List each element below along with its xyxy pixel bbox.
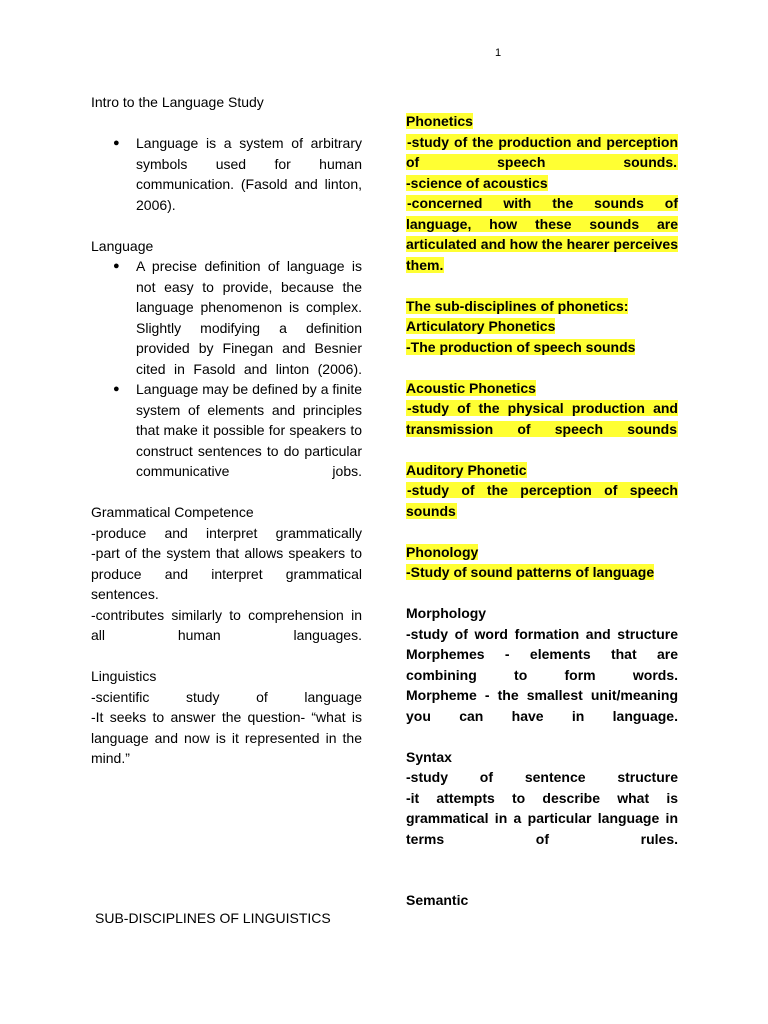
auditory-phonetic-line: -study of the perception of speech sounds <box>406 482 678 519</box>
subdisciplines-phonetics-heading: The sub-disciplines of phonetics: <box>406 297 629 314</box>
linguistics-heading: Linguistics <box>91 668 157 684</box>
morphology-line: -study of word formation and structure <box>406 625 678 642</box>
articulatory-phonetics-line: -The production of speech sounds <box>406 338 636 355</box>
linguistics-line: -It seeks to answer the question- “what is language and now is it represented in the mind.” <box>91 709 362 766</box>
grammatical-line: -produce and interpret grammatically <box>91 524 362 541</box>
bullet-icon: ● <box>113 383 120 395</box>
language-bullet-list <box>113 256 362 482</box>
intro-bullet-list <box>113 133 362 215</box>
list-item <box>113 133 362 215</box>
bullet-icon: ● <box>113 137 120 149</box>
phonetics-line: -study of the production and perception of speech sounds. <box>406 133 678 170</box>
page-number: 1 <box>495 47 502 59</box>
morphology-heading: Morphology <box>406 605 487 621</box>
semantic-heading: Semantic <box>406 892 469 908</box>
phonetics-line: -concerned with the sounds of language, how these sounds are articulated and how the hearer perceives them. <box>406 195 678 273</box>
grammatical-line: -contributes similarly to comprehension in all human languages. <box>91 606 362 643</box>
bullet-icon: ● <box>113 260 120 272</box>
list-item <box>113 379 362 482</box>
articulatory-phonetics-heading: Articulatory Phonetics <box>406 318 556 334</box>
acoustic-phonetics-heading: Acoustic Phonetics <box>406 379 536 396</box>
right-column <box>406 111 678 911</box>
auditory-phonetic-heading: Auditory Phonetic <box>406 461 527 478</box>
linguistics-line: -scientific study of language <box>91 688 362 705</box>
phonetics-line: -science of acoustics <box>406 174 548 191</box>
list-item <box>113 256 362 379</box>
phonology-line: -Study of sound patterns of language <box>406 564 655 580</box>
syntax-line: -study of sentence structure <box>406 769 678 785</box>
morphology-line: Morpheme - the smallest unit/meaning you can have in language. <box>406 687 678 724</box>
phonetics-heading: Phonetics <box>406 113 473 129</box>
intro-bullet-text: Language is a system of arbitrary symbols used for human communication. (Fasold and linton, 2006). <box>136 135 362 213</box>
morphology-line: Morphemes - elements that are combining to form words. <box>406 646 678 683</box>
syntax-heading: Syntax <box>406 748 452 765</box>
language-bullet-text: Language may be defined by a finite system of elements and principles that make it possible for speakers to construct sentences to do particular communicative jobs. <box>136 381 362 479</box>
language-bullet-text: A precise definition of language is not easy to provide, because the language phenomenon is complex. Slightly modifying a definition provided by Finegan and Besnier cited in Fasold and linton (2006). <box>136 258 362 377</box>
document-title: Intro to the Language Study <box>91 94 264 110</box>
grammatical-line: -part of the system that allows speakers to produce and interpret grammatical sentences. <box>91 545 362 602</box>
language-heading: Language <box>91 237 154 254</box>
acoustic-phonetics-line: -study of the physical production and transmission of speech sounds <box>406 400 678 437</box>
subdisciplines-heading: SUB-DISCIPLINES OF LINGUISTICS <box>95 910 331 926</box>
phonology-heading: Phonology <box>406 543 479 560</box>
grammatical-competence-heading: Grammatical Competence <box>91 504 254 520</box>
left-column <box>91 92 362 769</box>
syntax-line: -it attempts to describe what is grammatical in a particular language in terms of rules. <box>406 789 678 847</box>
